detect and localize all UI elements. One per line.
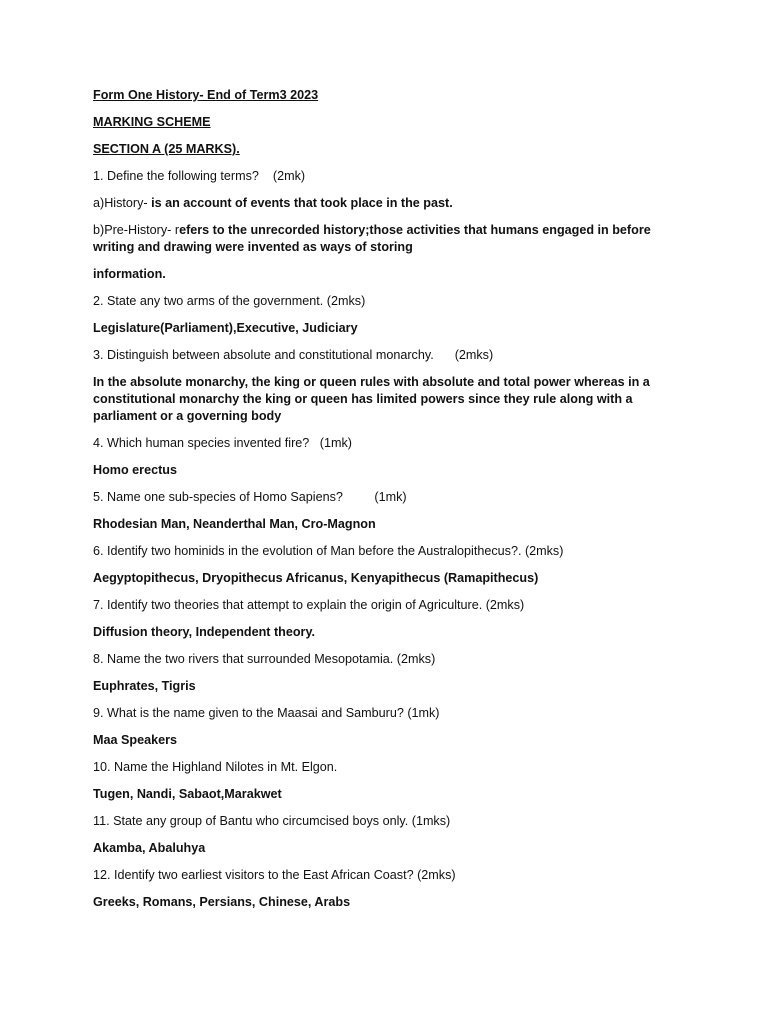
answer-10: Tugen, Nandi, Sabaot,Marakwet bbox=[93, 787, 282, 801]
question-6: 6. Identify two hominids in the evolution of Man before the Australopithecus?. (2mks) bbox=[93, 544, 564, 558]
answer-12: Greeks, Romans, Persians, Chinese, Arabs bbox=[93, 895, 351, 909]
question-4: 4. Which human species invented fire? (1mk) bbox=[93, 436, 352, 450]
document-subtitle: MARKING SCHEME bbox=[93, 115, 211, 129]
answer-1b-label: b)Pre-History- r bbox=[93, 223, 180, 237]
answer-1a-label: a)History- bbox=[93, 196, 148, 210]
question-5: 5. Name one sub-species of Homo Sapiens? (1mk) bbox=[93, 490, 407, 504]
answer-1a bbox=[93, 195, 673, 212]
question-3: 3. Distinguish between absolute and constitutional monarchy. (2mks) bbox=[93, 348, 494, 362]
answer-7: Diffusion theory, Independent theory. bbox=[93, 625, 316, 639]
answer-4: Homo erectus bbox=[93, 463, 177, 477]
question-9: 9. What is the name given to the Maasai and Samburu? (1mk) bbox=[93, 706, 440, 720]
document-page bbox=[93, 87, 673, 911]
answer-3: In the absolute monarchy, the king or queen rules with absolute and total power whereas in a constitutional monarchy the king or queen has limited powers since they rule along with a parliament or a governing body bbox=[93, 375, 650, 423]
question-2: 2. State any two arms of the government. (2mks) bbox=[93, 294, 366, 308]
answer-5: Rhodesian Man, Neanderthal Man, Cro-Magnon bbox=[93, 517, 376, 531]
section-heading: SECTION A (25 MARKS). bbox=[93, 142, 240, 156]
question-7: 7. Identify two theories that attempt to explain the origin of Agriculture. (2mks) bbox=[93, 598, 525, 612]
answer-1a-text: is an account of events that took place in the past. bbox=[147, 196, 453, 210]
answer-8: Euphrates, Tigris bbox=[93, 679, 196, 693]
answer-2: Legislature(Parliament),Executive, Judiciary bbox=[93, 321, 358, 335]
answer-9: Maa Speakers bbox=[93, 733, 178, 747]
answer-6: Aegyptopithecus, Dryopithecus Africanus, Kenyapithecus (Ramapithecus) bbox=[93, 571, 539, 585]
question-8: 8. Name the two rivers that surrounded Mesopotamia. (2mks) bbox=[93, 652, 436, 666]
answer-11: Akamba, Abaluhya bbox=[93, 841, 206, 855]
answer-1b-continued: information. bbox=[93, 267, 166, 281]
answer-1b bbox=[93, 222, 673, 256]
answer-1b-text: efers to the unrecorded history;those activities that humans engaged in before writing and drawing were invented as ways of storing bbox=[93, 223, 651, 254]
document-title: Form One History- End of Term3 2023 bbox=[93, 88, 319, 102]
question-12: 12. Identify two earliest visitors to the East African Coast? (2mks) bbox=[93, 868, 456, 882]
question-11: 11. State any group of Bantu who circumcised boys only. (1mks) bbox=[93, 814, 451, 828]
question-1: 1. Define the following terms? (2mk) bbox=[93, 169, 306, 183]
question-10: 10. Name the Highland Nilotes in Mt. Elgon. bbox=[93, 760, 338, 774]
